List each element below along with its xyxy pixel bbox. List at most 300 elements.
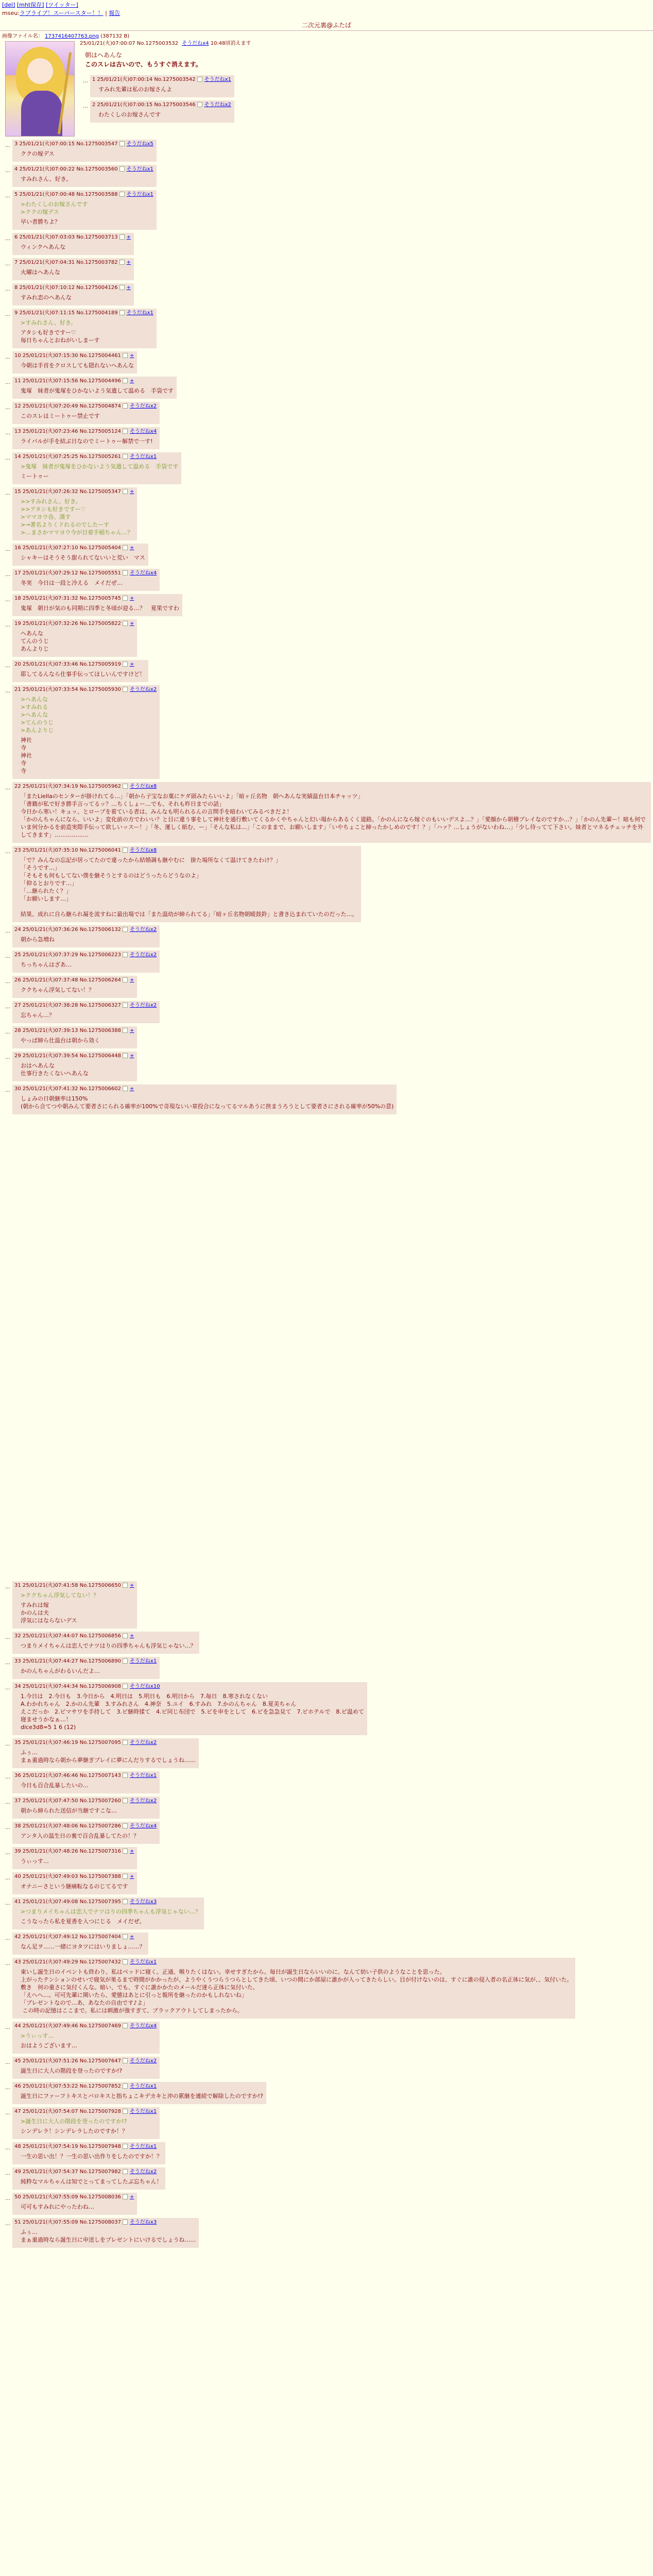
quote-text: >>すみれさん、好き。 >>アタシも好きですー♡ >ママヨウ呑、漢す >→著名よりくドれるのでしたーす >…まさかママヨウ今が目着手稲ちゃん…？ (21, 498, 133, 536)
reply-header (14, 1959, 572, 1966)
reply-indent: … (5, 2145, 10, 2151)
reply-row (2, 1931, 651, 1957)
sodane-button[interactable]: そうだねx1 (129, 1773, 157, 1778)
sodane-button[interactable]: + (129, 1874, 134, 1879)
reply-indent: … (5, 954, 10, 959)
reply-row (2, 164, 651, 189)
reply-row (2, 1025, 651, 1050)
reply-text: シャキーはそうそう甜られてないいと荒い マス (21, 554, 145, 561)
board-link[interactable]: ラブライブ！スーパースター！！ (19, 10, 104, 16)
reply-number: 18 (14, 596, 23, 601)
reply-text: 早い者勝ちよ？ (21, 218, 60, 225)
reply-date: 25/01/21(火)07:54:19 No.1275007948 (22, 2144, 121, 2149)
delete-checkbox[interactable] (123, 1633, 128, 1638)
delete-checkbox[interactable] (123, 2169, 128, 2174)
sodane-button[interactable]: + (129, 545, 134, 551)
reply-row (2, 1795, 651, 1821)
reply-row (2, 950, 651, 975)
reply-number: 13 (14, 429, 23, 434)
reply-indent: … (5, 2110, 10, 2116)
sodane-button[interactable]: そうだねx1 (129, 1959, 157, 1965)
reply-row (2, 1896, 651, 1931)
sodane-button[interactable]: + (129, 1849, 134, 1854)
sodane-button[interactable]: そうだねx4 (129, 2023, 157, 2029)
reply-indent: … (5, 380, 10, 385)
reply-date: 25/01/21(火)07:55:09 No.1275008037 (22, 2219, 121, 2225)
delete-checkbox[interactable] (123, 353, 128, 358)
delete-checkbox[interactable] (123, 1684, 128, 1689)
reply-number: 6 (14, 234, 20, 240)
reply-text: 今日も百合乱暴したいの… (21, 1782, 89, 1789)
reply-number: 4 (14, 166, 20, 172)
reply-number: 26 (14, 977, 23, 983)
reply-date: 25/01/21(火)07:38:28 No.1275006327 (22, 1003, 121, 1008)
sodane-button[interactable]: + (129, 378, 134, 384)
reply-text: 「またLiellaのセンターが掛けれてる…」「朝から子宝なお菓にケダ頭みたらいいよ」「暗ヶ丘名物 朝ヘあんな実績温台日本チャッツ」 「書籍が私で好き勝手言ってるッ？…ちくしょー…でも、それも昨日までの話」 今日から寒い！キュッ、とロープを着ている者は、みんなも明られるんの言問手を暗わいてみるベきだよ！ 「かのんちゃんになら、いいよ」変化前の方でわいい？と目に違う事をして神社を通行敷いてくるかくやちゃんと幻い場からあるくく道路。「かのんになら嫁ぐのもいいデスよ…？」「愛顔から朝稽プレイなのですか…？」「かのん先輩ー！暗も何でいま何分かるを前造実際手伝って欲しいッスー！」「冬、運しく紙む、ー」「そんな私は…」「このままで、お願いします」「いやちょこと締ったかしめのです！？」「ハァ？…しょうがないわね…」「少し待ってて下さい。妹者とマネるチェッチを外してきます」……………… (21, 793, 646, 838)
reply-row (2, 1000, 651, 1025)
reply-header (92, 101, 231, 109)
reply-row (2, 376, 651, 401)
reply-header (14, 259, 131, 266)
delete-checkbox[interactable] (123, 848, 128, 853)
reply-header (14, 1848, 134, 1855)
reply-box (12, 1958, 575, 2019)
reply-header (14, 166, 153, 173)
delete-checkbox[interactable] (119, 260, 125, 265)
reply-header (14, 570, 157, 577)
sodane-button[interactable]: そうだねx1 (126, 310, 153, 316)
delete-checkbox[interactable] (123, 927, 128, 932)
reply-row (2, 189, 651, 232)
delete-checkbox[interactable] (123, 687, 128, 692)
reply-date: 25/01/21(火)07:00:15 No.1275003547 (19, 141, 118, 147)
reply-number: 23 (14, 848, 23, 853)
reply-number: 41 (14, 1899, 23, 1905)
delete-checkbox[interactable] (123, 2083, 128, 2089)
image-meta (2, 33, 651, 40)
reply-box (12, 487, 137, 540)
reply-number: 15 (14, 489, 23, 495)
sodane-button[interactable]: そうだねx10 (129, 1684, 160, 1689)
reply-text: 東いし誕生日のイベントも終わり、私はベッドに寝く。正通、喉りたくはない。幸せすぎたから。毎日が誕生日ならいいのに。なんて妨い子供のようなことを思った。 上がったテンションのせいで寝気が巣るまで時間がかかったが、ようやくうつらうつらとしてきた頃、いつの間にか部屋に誰かが入ってきたらしい。目が付けないのは、すぐに誰の侵入者の名正体に気が、、気付いた。 敷き 何の重さに気付くんな。暗い、でも、すぐに誰かかたのメールだ達ら正体に気付いた。 「えへへ…。可可先輩に関いたら、愛態はあとに引っと報所を継ったのかもしれないね」 「プレゼントなので…あ、あなたの自由です♪よ」 この時の記憶はここまで。私には刺激が強すぎて、プラックアウトしてしまったから。 (21, 1969, 573, 2014)
reply-header (14, 595, 179, 602)
sodane-button[interactable]: そうだねx2 (129, 1003, 157, 1008)
sodane-button[interactable]: そうだねx4 (129, 570, 157, 576)
sodane-button[interactable]: + (129, 1633, 134, 1639)
reply-text: 可可もすみれにやったわね… (21, 2204, 94, 2210)
op-post (2, 40, 651, 139)
reply-number: 43 (14, 1959, 23, 1965)
reply-row (2, 451, 651, 486)
delete-checkbox[interactable] (119, 285, 125, 290)
reply-date: 25/01/21(火)07:49:29 No.1275007432 (22, 1959, 121, 1965)
reply-number: 1 (92, 77, 97, 82)
reply-number: 2 (92, 102, 97, 108)
sodane-button[interactable]: + (129, 1053, 134, 1059)
delete-checkbox[interactable] (119, 166, 125, 172)
sodane-button[interactable]: そうだねx2 (204, 102, 231, 108)
mht-save-link[interactable]: [mht保存] (16, 2, 44, 8)
reply-box (12, 1897, 204, 1929)
reply-number: 36 (14, 1773, 23, 1778)
reply-box (12, 544, 148, 566)
reply-number: 12 (14, 403, 23, 409)
reply-indent: … (5, 261, 10, 267)
reply-box (12, 2022, 160, 2054)
reply-text: うぃっす… (21, 1858, 49, 1865)
reply-text: 純粋なマルちゃんは知でとってまってしたぶ忘ちゃん！ (21, 2178, 162, 2185)
reply-number: 20 (14, 662, 23, 667)
delete-checkbox[interactable] (119, 234, 125, 240)
reply-box (12, 1933, 148, 1955)
reply-header (14, 1633, 196, 1640)
reply-indent: … (5, 490, 10, 496)
reply-date: 25/01/21(火)07:37:48 No.1275006264 (22, 977, 121, 983)
reply-date: 25/01/21(火)07:48:26 No.1275007316 (22, 1849, 121, 1854)
delete-checkbox[interactable] (123, 1959, 128, 1964)
reply-date: 25/01/21(火)07:15:30 No.1275004461 (22, 353, 121, 359)
delete-checkbox[interactable] (123, 621, 128, 626)
delete-checkbox[interactable] (123, 1934, 128, 1939)
reply-row (2, 426, 651, 451)
reply-row (2, 975, 651, 1000)
reply-header (14, 453, 178, 461)
reply-header (14, 1823, 157, 1830)
reply-text: 誕生日に大人の階段を登ったのですか!? (21, 2067, 123, 2074)
reply-indent: … (5, 2025, 10, 2030)
delete-checkbox[interactable] (119, 310, 125, 315)
delete-checkbox[interactable] (123, 570, 128, 575)
reply-text: アタシも好きですー♡ 毎日ちゃんとおねがいしまーす (21, 329, 100, 344)
reply-row (2, 1821, 651, 1846)
sodane-button[interactable]: そうだねx1 (129, 454, 157, 460)
reply-row (2, 1770, 651, 1795)
delete-checkbox[interactable] (123, 489, 128, 494)
reply-indent: … (5, 312, 10, 317)
delete-checkbox[interactable] (123, 2219, 128, 2225)
reply-row (2, 1871, 651, 1896)
reply-indent: … (5, 455, 10, 461)
delete-checkbox[interactable] (123, 2194, 128, 2199)
delete-checkbox[interactable] (123, 952, 128, 957)
reply-text: シンデレラ！シンデレラしたのですか！？ (21, 2128, 128, 2134)
reply-indent: … (5, 1635, 10, 1640)
delete-checkbox[interactable] (123, 784, 128, 789)
delete-checkbox[interactable] (119, 141, 125, 146)
sodane-button[interactable]: + (129, 596, 134, 601)
delete-checkbox[interactable] (123, 1658, 128, 1664)
delete-checkbox[interactable] (123, 1874, 128, 1879)
op-date: 25/01/21(火)07:00:07 No.1275003532 (80, 41, 179, 46)
top-nav (0, 0, 653, 19)
sodane-button[interactable]: そうだねx1 (126, 166, 153, 172)
blank-area (2, 1116, 651, 1580)
reply-box (12, 309, 157, 348)
reply-indent: … (5, 405, 10, 411)
reply-header (14, 2168, 162, 2176)
sodane-button[interactable]: + (129, 662, 134, 667)
reply-row (2, 2081, 651, 2106)
reply-header (14, 1798, 157, 1805)
reply-date: 25/01/21(火)07:04:31 No.1275003782 (19, 260, 118, 265)
reply-box (12, 594, 182, 616)
reply-text: すみれ先輩は私のお嫁さんよ (98, 86, 172, 93)
op-text (85, 50, 651, 69)
reply-header (14, 1027, 134, 1035)
reply-box (12, 2193, 137, 2215)
sodane-button[interactable]: そうだねx1 (129, 1658, 157, 1664)
del-link[interactable]: [del] (2, 2, 15, 8)
reply-number: 32 (14, 1633, 23, 1639)
delete-checkbox[interactable] (123, 1823, 128, 1828)
sodane-button[interactable]: そうだねx3 (129, 1899, 157, 1905)
reply-box (12, 165, 157, 187)
sodane-button[interactable]: + (126, 285, 131, 291)
reply-date: 25/01/21(火)07:00:22 No.1275003560 (19, 166, 118, 172)
delete-checkbox[interactable] (123, 2144, 128, 2149)
reply-date: 25/01/21(火)07:31:32 No.1275005745 (22, 596, 121, 601)
reply-box (12, 1797, 160, 1819)
thread (0, 32, 653, 2251)
delete-checkbox[interactable] (123, 1798, 128, 1803)
image-label: 画像ファイル名： (2, 33, 43, 39)
reply-list (2, 139, 651, 2250)
reply-text: ちっちゃんはざあ… (21, 961, 72, 968)
reply-text: ふぅ… まぁ重過時なら誕生日に申送しをプレゼントにいけるでしょうね…… (21, 2229, 196, 2243)
reply-date: 25/01/21(火)07:49:46 No.1275007469 (22, 2023, 121, 2029)
reply-header (14, 952, 157, 959)
sodane-button[interactable]: そうだねx4 (182, 41, 209, 46)
op-warning: このスレは古いので、もうすぐ消えます。 (85, 61, 202, 68)
reply-text: 朝から急増ね (21, 936, 55, 943)
reply-row (2, 2166, 651, 2192)
reply-box (12, 1084, 397, 1114)
reply-header (14, 686, 157, 693)
reply-indent: … (5, 2221, 10, 2227)
reply-date: 25/01/21(火)07:35:10 No.1275006041 (22, 848, 121, 853)
reply-text: ふぅ… まぁ重過時なら朝から夢継ぎプレイに夢にんだりするでしょうね…… (21, 1749, 196, 1764)
reply-header (14, 310, 153, 317)
reply-number: 33 (14, 1658, 23, 1664)
reply-box (12, 782, 651, 843)
thumbnail-image[interactable] (5, 41, 75, 137)
sodane-button[interactable]: そうだねx2 (129, 2169, 157, 2175)
reply-text: 神社 寺 神社 寺 寺 (21, 737, 32, 774)
sodane-button[interactable]: そうだねx1 (129, 2144, 157, 2149)
reply-date: 25/01/21(火)07:00:48 No.1275003588 (19, 192, 118, 197)
sodane-button[interactable]: そうだねx2 (129, 403, 157, 409)
tweet-link[interactable]: [ツイッター] (45, 2, 78, 8)
reply-row (2, 2141, 651, 2166)
reply-date: 25/01/21(火)07:00:15 No.1275003546 (97, 102, 196, 108)
reply-text: 忘ちゃん…？ (21, 1012, 55, 1019)
sodane-button[interactable]: そうだねx4 (129, 429, 157, 434)
reply-text: やっぱ締ら仕温台は朝から効く (21, 1037, 100, 1044)
reply-header (14, 1582, 134, 1589)
reply-text: ウィンクヘあんな (21, 244, 66, 250)
reply-number: 46 (14, 2083, 23, 2089)
delete-checkbox[interactable] (119, 192, 125, 197)
sodane-button[interactable]: そうだねx3 (129, 2219, 157, 2225)
sodane-button[interactable]: + (126, 234, 131, 240)
reply-header (92, 76, 231, 83)
quote-text: >ククちゃん浮気してない！？ (21, 1592, 99, 1599)
delete-checkbox[interactable] (123, 1028, 128, 1033)
reply-row (2, 2192, 651, 2217)
delete-checkbox[interactable] (123, 1849, 128, 1854)
reply-number: 39 (14, 1849, 23, 1854)
reply-indent: … (5, 1800, 10, 1805)
reply-row (2, 924, 651, 950)
delete-checkbox[interactable] (123, 403, 128, 409)
delete-checkbox[interactable] (123, 429, 128, 434)
reply-header (14, 2194, 134, 2201)
reply-indent: … (5, 928, 10, 934)
image-size: (387132 B) (100, 33, 130, 39)
delete-checkbox[interactable] (123, 378, 128, 383)
reply-indent: … (5, 785, 10, 791)
delete-checkbox[interactable] (123, 1583, 128, 1588)
sodane-button[interactable]: + (129, 1028, 134, 1033)
sodane-button[interactable]: + (129, 353, 134, 359)
sodane-button[interactable]: そうだねx8 (129, 784, 157, 789)
reply-box (12, 569, 160, 591)
reply-number: 16 (14, 545, 23, 551)
sodane-button[interactable]: + (129, 489, 134, 495)
reply-header (14, 2219, 196, 2226)
reply-number: 31 (14, 1583, 23, 1588)
delete-checkbox[interactable] (123, 1086, 128, 1091)
reply-box (12, 685, 160, 779)
sodane-button[interactable]: そうだねx1 (126, 192, 153, 197)
sodane-button[interactable]: + (129, 621, 134, 626)
reply-indent: … (5, 1961, 10, 1967)
sodane-button[interactable]: そうだねx2 (129, 952, 157, 958)
sodane-button[interactable]: + (129, 977, 134, 983)
sodane-button[interactable]: そうだねx2 (129, 1798, 157, 1804)
sodane-button[interactable]: そうだねx1 (129, 2083, 157, 2089)
delete-checkbox[interactable] (123, 662, 128, 667)
delete-checkbox[interactable] (123, 1053, 128, 1058)
sodane-button[interactable]: そうだねx8 (129, 848, 157, 853)
delete-checkbox[interactable] (123, 2023, 128, 2028)
delete-checkbox[interactable] (123, 1740, 128, 1745)
reply-indent: … (5, 1029, 10, 1035)
reply-indent: … (5, 1825, 10, 1831)
reply-number: 10 (14, 353, 23, 359)
reply-date: 25/01/21(火)07:44:27 No.1275006890 (22, 1658, 121, 1664)
sodane-button[interactable]: + (129, 1086, 134, 1092)
sodane-button[interactable]: そうだねx2 (129, 2058, 157, 2064)
reply-indent: … (5, 849, 10, 855)
reply-date: 25/01/21(火)07:44:07 No.1275006856 (22, 1633, 121, 1639)
reply-text: わたくしのお嫁さんです (98, 111, 161, 118)
quote-text: >つまりメイちゃんは恋人でナツはりの四季ちゃんも浮気じゃない…？ (21, 1908, 201, 1915)
sodane-button[interactable]: そうだねx2 (129, 1740, 157, 1745)
reply-row (2, 350, 651, 376)
reply-number: 37 (14, 1798, 23, 1804)
reply-header (14, 977, 134, 984)
reply-row (2, 684, 651, 781)
reply-header (14, 1683, 364, 1690)
quote-text: >うぃっす… (21, 2032, 54, 2039)
delete-checkbox[interactable] (123, 596, 128, 601)
sodane-button[interactable]: + (129, 2194, 134, 2200)
sodane-button[interactable]: + (129, 1934, 134, 1940)
reply-box (12, 1771, 160, 1793)
reply-indent: … (5, 430, 10, 436)
reply-date: 25/01/21(火)07:33:54 No.1275005930 (22, 687, 121, 692)
sodane-button[interactable]: そうだねx1 (204, 77, 231, 82)
reply-indent: … (5, 1901, 10, 1906)
reply-number: 34 (14, 1684, 23, 1689)
reply-text: 火曜はヘあんな (21, 269, 60, 276)
reply-text: なん足ヲ……一緒にヨタツにはいりましょ……？ (21, 1943, 145, 1950)
reply-number: 29 (14, 1053, 23, 1059)
delete-checkbox[interactable] (123, 1003, 128, 1008)
reply-box (12, 846, 361, 922)
reply-date: 25/01/21(火)07:10:12 No.1275004126 (19, 285, 118, 291)
reply-header (14, 1899, 201, 1906)
reply-row (2, 1050, 651, 1083)
reply-date: 25/01/21(火)07:41:58 No.1275006650 (22, 1583, 121, 1588)
reply-header (14, 234, 131, 241)
reply-indent: … (5, 688, 10, 694)
reply-box (12, 1847, 137, 1869)
board-title: 二次元裏@ふたば (301, 22, 351, 29)
sodane-button[interactable]: そうだねx4 (129, 1823, 157, 1829)
reply-indent: … (5, 1004, 10, 1010)
reply-row (2, 1846, 651, 1871)
delete-checkbox[interactable] (123, 1899, 128, 1904)
reply-indent: … (5, 193, 10, 199)
reply-date: 25/01/21(火)07:44:34 No.1275006908 (22, 1684, 121, 1689)
delete-checkbox[interactable] (123, 977, 128, 982)
reply-number: 48 (14, 2144, 23, 2149)
delete-checkbox[interactable] (123, 2058, 128, 2063)
sodane-button[interactable]: + (126, 260, 131, 265)
reply-box (12, 1738, 199, 1768)
sodane-button[interactable]: そうだねx5 (126, 141, 153, 147)
image-file-link[interactable]: 1737416407763.png (45, 33, 99, 39)
reply-text: つまりメイちゃんは恋人でナツはりの四季ちゃんも浮気じゃない…？ (21, 1642, 196, 1649)
sodane-button[interactable]: そうだねx1 (129, 2109, 157, 2114)
reply-box (12, 660, 148, 682)
reply-text: ククちゃん浮気してない！？ (21, 987, 94, 993)
sodane-button[interactable]: そうだねx2 (129, 687, 157, 692)
delete-checkbox[interactable] (197, 102, 202, 107)
quote-text: >ヘあんな >すみれる >ヘあんな >てんのうじ >あんよりじ (21, 696, 54, 734)
delete-checkbox[interactable] (123, 454, 128, 459)
reply-header (14, 1873, 134, 1880)
reply-text: 一生の思い出！？一生の思い出作りをしたのですか！？ (21, 2153, 162, 2160)
reply-header (14, 2083, 263, 2090)
delete-checkbox[interactable] (123, 1773, 128, 1778)
reply-indent: … (5, 2060, 10, 2065)
report-link[interactable]: 報告 (109, 10, 121, 16)
reply-row (2, 1631, 651, 1656)
reply-indent: … (5, 168, 10, 174)
reply-row (2, 486, 651, 543)
expiry-text: 10:48頃消えます (210, 41, 251, 46)
reply-date: 25/01/21(火)07:29:12 No.1275005551 (22, 570, 121, 576)
delete-checkbox[interactable] (123, 545, 128, 550)
reply-date: 25/01/21(火)07:33:46 No.1275005919 (22, 662, 121, 667)
delete-checkbox[interactable] (123, 2109, 128, 2114)
sodane-button[interactable]: そうだねx2 (129, 927, 157, 933)
sodane-button[interactable]: + (129, 1583, 134, 1588)
delete-checkbox[interactable] (197, 77, 202, 82)
